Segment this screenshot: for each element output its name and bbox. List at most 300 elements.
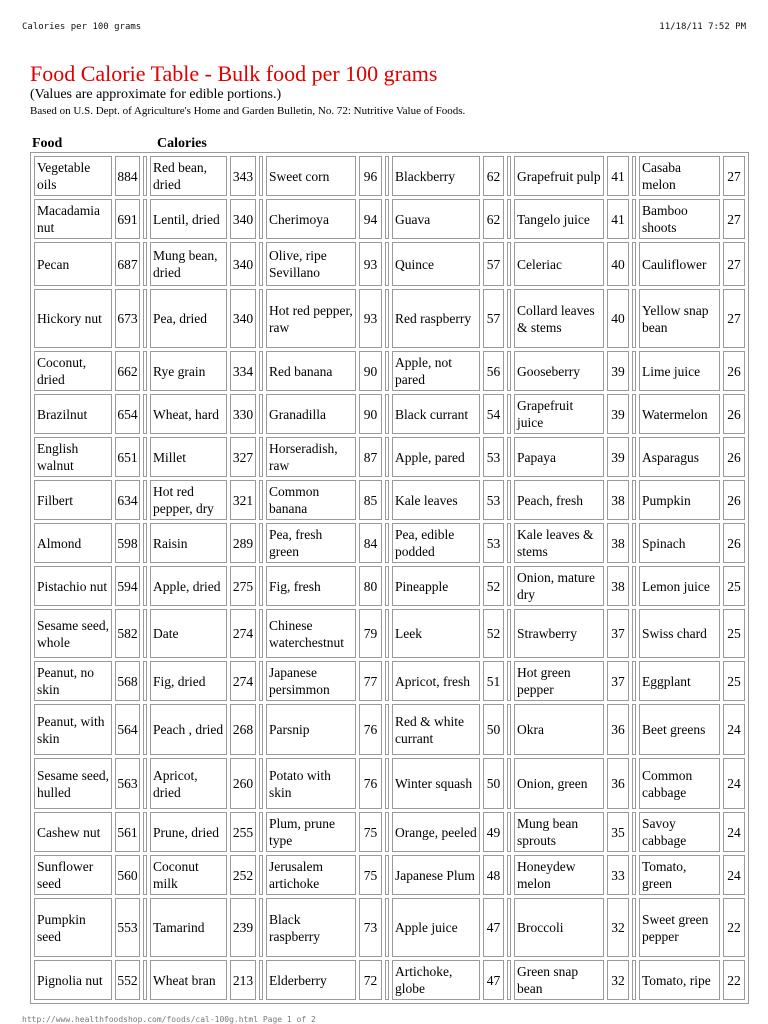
calorie-value-cell: 340 (230, 289, 256, 348)
column-spacer (385, 480, 389, 520)
food-name-cell: Cauliflower (639, 242, 720, 286)
column-spacer (385, 199, 389, 239)
food-name-cell: Strawberry (514, 609, 604, 658)
column-spacer (259, 898, 263, 957)
table-row (34, 661, 745, 701)
column-spacer (632, 394, 636, 434)
table-row (34, 480, 745, 520)
food-name-cell: Grapefruit pulp (514, 156, 604, 196)
food-name-cell: Tomato, green (639, 855, 720, 895)
food-name-cell: Horseradish, raw (266, 437, 356, 477)
column-spacer (385, 609, 389, 658)
column-spacer (143, 289, 147, 348)
food-name-cell: Sweet corn (266, 156, 356, 196)
table-row (34, 242, 745, 286)
food-name-cell: Fig, dried (150, 661, 227, 701)
food-name-cell: Leek (392, 609, 480, 658)
column-spacer (259, 480, 263, 520)
calorie-value-cell: 50 (483, 704, 504, 755)
food-name-cell: Watermelon (639, 394, 720, 434)
food-name-cell: Asparagus (639, 437, 720, 477)
calorie-value-cell: 41 (607, 199, 629, 239)
calorie-value-cell: 52 (483, 609, 504, 658)
food-name-cell: Eggplant (639, 661, 720, 701)
column-spacer (507, 566, 511, 606)
table-row (34, 812, 745, 852)
food-name-cell: Winter squash (392, 758, 480, 809)
column-spacer (632, 242, 636, 286)
column-spacer (259, 960, 263, 1000)
column-spacer (143, 960, 147, 1000)
food-name-cell: Rye grain (150, 351, 227, 391)
column-spacer (385, 704, 389, 755)
calorie-value-cell: 48 (483, 855, 504, 895)
column-spacer (143, 566, 147, 606)
column-spacer (259, 758, 263, 809)
calorie-value-cell: 598 (115, 523, 140, 563)
column-spacer (143, 242, 147, 286)
calorie-value-cell: 85 (359, 480, 382, 520)
food-name-cell: Beet greens (639, 704, 720, 755)
food-name-cell: Sesame seed, whole (34, 609, 112, 658)
column-spacer (507, 523, 511, 563)
column-spacer (632, 156, 636, 196)
page-title: Food Calorie Table - Bulk food per 100 grams (30, 61, 438, 86)
source-note: Based on U.S. Dept. of Agriculture's Home and Garden Bulletin, No. 72: Nutritive Value of Foods. (30, 105, 466, 117)
calorie-value-cell: 53 (483, 480, 504, 520)
column-spacer (143, 855, 147, 895)
food-name-cell: Japanese persimmon (266, 661, 356, 701)
calorie-value-cell: 327 (230, 437, 256, 477)
table-row (34, 758, 745, 809)
food-name-cell: Pineapple (392, 566, 480, 606)
calorie-value-cell: 340 (230, 199, 256, 239)
calorie-value-cell: 38 (607, 480, 629, 520)
food-name-cell: Celeriac (514, 242, 604, 286)
calorie-value-cell: 56 (483, 351, 504, 391)
food-name-cell: Jerusalem artichoke (266, 855, 356, 895)
food-name-cell: Artichoke, globe (392, 960, 480, 1000)
calorie-value-cell: 87 (359, 437, 382, 477)
calorie-value-cell: 560 (115, 855, 140, 895)
food-name-cell: Tangelo juice (514, 199, 604, 239)
food-name-cell: Red raspberry (392, 289, 480, 348)
calorie-value-cell: 52 (483, 566, 504, 606)
calorie-value-cell: 33 (607, 855, 629, 895)
food-name-cell: Macadamia nut (34, 199, 112, 239)
column-spacer (143, 156, 147, 196)
calorie-value-cell: 49 (483, 812, 504, 852)
column-spacer (507, 855, 511, 895)
calorie-value-cell: 53 (483, 523, 504, 563)
calorie-value-cell: 93 (359, 289, 382, 348)
food-name-cell: Cashew nut (34, 812, 112, 852)
calorie-value-cell: 47 (483, 898, 504, 957)
food-name-cell: Chinese waterchestnut (266, 609, 356, 658)
food-name-cell: Granadilla (266, 394, 356, 434)
column-header-calories: Calories (157, 136, 207, 151)
food-name-cell: English walnut (34, 437, 112, 477)
calorie-value-cell: 80 (359, 566, 382, 606)
food-name-cell: Brazilnut (34, 394, 112, 434)
food-name-cell: Pea, edible podded (392, 523, 480, 563)
food-name-cell: Mung bean, dried (150, 242, 227, 286)
food-name-cell: Pea, fresh green (266, 523, 356, 563)
column-spacer (632, 289, 636, 348)
calorie-value-cell: 24 (723, 812, 745, 852)
calorie-value-cell: 25 (723, 609, 745, 658)
food-name-cell: Filbert (34, 480, 112, 520)
column-spacer (507, 898, 511, 957)
food-name-cell: Sunflower seed (34, 855, 112, 895)
column-spacer (259, 394, 263, 434)
food-name-cell: Cherimoya (266, 199, 356, 239)
food-name-cell: Peanut, no skin (34, 661, 112, 701)
food-name-cell: Peach , dried (150, 704, 227, 755)
food-name-cell: Grapefruit juice (514, 394, 604, 434)
calorie-value-cell: 57 (483, 242, 504, 286)
column-spacer (507, 351, 511, 391)
food-name-cell: Coconut milk (150, 855, 227, 895)
column-spacer (385, 661, 389, 701)
food-name-cell: Lentil, dried (150, 199, 227, 239)
column-spacer (632, 351, 636, 391)
column-spacer (632, 437, 636, 477)
food-name-cell: Kale leaves & stems (514, 523, 604, 563)
calorie-value-cell: 62 (483, 199, 504, 239)
calorie-value-cell: 47 (483, 960, 504, 1000)
calorie-value-cell: 79 (359, 609, 382, 658)
column-spacer (259, 812, 263, 852)
column-spacer (143, 394, 147, 434)
food-name-cell: Hot red pepper, dry (150, 480, 227, 520)
column-spacer (632, 758, 636, 809)
calorie-value-cell: 330 (230, 394, 256, 434)
calorie-value-cell: 73 (359, 898, 382, 957)
calorie-value-cell: 77 (359, 661, 382, 701)
column-spacer (143, 351, 147, 391)
print-footer: http://www.healthfoodshop.com/foods/cal-100g.html Page 1 of 2 (22, 1016, 316, 1024)
calorie-value-cell: 36 (607, 704, 629, 755)
food-name-cell: Mung bean sprouts (514, 812, 604, 852)
food-name-cell: Onion, green (514, 758, 604, 809)
food-name-cell: Quince (392, 242, 480, 286)
calorie-value-cell: 90 (359, 351, 382, 391)
food-name-cell: Apple juice (392, 898, 480, 957)
calorie-value-cell: 662 (115, 351, 140, 391)
column-header-food: Food (32, 136, 63, 151)
calorie-value-cell: 57 (483, 289, 504, 348)
calorie-value-cell: 275 (230, 566, 256, 606)
food-name-cell: Black raspberry (266, 898, 356, 957)
table-row (34, 351, 745, 391)
column-spacer (632, 960, 636, 1000)
food-name-cell: Prune, dried (150, 812, 227, 852)
column-spacer (507, 704, 511, 755)
calorie-value-cell: 25 (723, 661, 745, 701)
food-name-cell: Bamboo shoots (639, 199, 720, 239)
print-header-title: Calories per 100 grams (22, 22, 142, 32)
food-name-cell: Japanese Plum (392, 855, 480, 895)
food-name-cell: Yellow snap bean (639, 289, 720, 348)
column-spacer (385, 566, 389, 606)
print-header-timestamp: 11/18/11 7:52 PM (659, 22, 746, 32)
calorie-value-cell: 274 (230, 661, 256, 701)
calorie-value-cell: 26 (723, 523, 745, 563)
calorie-value-cell: 691 (115, 199, 140, 239)
page-subtitle: (Values are approximate for edible portions.) (30, 87, 282, 102)
column-spacer (507, 812, 511, 852)
food-name-cell: Kale leaves (392, 480, 480, 520)
food-name-cell: Elderberry (266, 960, 356, 1000)
food-name-cell: Wheat bran (150, 960, 227, 1000)
food-name-cell: Honeydew melon (514, 855, 604, 895)
calorie-value-cell: 84 (359, 523, 382, 563)
calorie-value-cell: 39 (607, 437, 629, 477)
column-spacer (632, 855, 636, 895)
calorie-value-cell: 26 (723, 351, 745, 391)
calorie-value-cell: 594 (115, 566, 140, 606)
food-name-cell: Collard leaves & stems (514, 289, 604, 348)
calorie-value-cell: 96 (359, 156, 382, 196)
column-spacer (507, 199, 511, 239)
food-name-cell: Plum, prune type (266, 812, 356, 852)
calorie-value-cell: 561 (115, 812, 140, 852)
calorie-value-cell: 651 (115, 437, 140, 477)
calorie-value-cell: 334 (230, 351, 256, 391)
food-name-cell: Red bean, dried (150, 156, 227, 196)
column-spacer (259, 242, 263, 286)
calorie-value-cell: 563 (115, 758, 140, 809)
column-spacer (385, 523, 389, 563)
column-spacer (259, 289, 263, 348)
calorie-value-cell: 27 (723, 242, 745, 286)
column-spacer (507, 394, 511, 434)
column-spacer (632, 812, 636, 852)
column-spacer (385, 394, 389, 434)
food-name-cell: Sweet green pepper (639, 898, 720, 957)
calorie-value-cell: 25 (723, 566, 745, 606)
food-name-cell: Black currant (392, 394, 480, 434)
column-spacer (259, 437, 263, 477)
column-spacer (632, 704, 636, 755)
table-row (34, 199, 745, 239)
column-spacer (259, 351, 263, 391)
column-spacer (259, 661, 263, 701)
food-name-cell: Pea, dried (150, 289, 227, 348)
food-name-cell: Gooseberry (514, 351, 604, 391)
column-spacer (143, 437, 147, 477)
calorie-value-cell: 50 (483, 758, 504, 809)
food-name-cell: Lime juice (639, 351, 720, 391)
calorie-value-cell: 252 (230, 855, 256, 895)
food-name-cell: Spinach (639, 523, 720, 563)
column-spacer (385, 960, 389, 1000)
calorie-value-cell: 24 (723, 855, 745, 895)
column-spacer (385, 289, 389, 348)
table-row (34, 609, 745, 658)
food-name-cell: Orange, peeled (392, 812, 480, 852)
food-name-cell: Pignolia nut (34, 960, 112, 1000)
table-row (34, 855, 745, 895)
column-spacer (632, 661, 636, 701)
column-spacer (507, 242, 511, 286)
food-name-cell: Papaya (514, 437, 604, 477)
calorie-value-cell: 27 (723, 289, 745, 348)
column-spacer (507, 289, 511, 348)
calorie-value-cell: 22 (723, 960, 745, 1000)
column-spacer (385, 758, 389, 809)
food-name-cell: Potato with skin (266, 758, 356, 809)
calorie-value-cell: 32 (607, 898, 629, 957)
calorie-value-cell: 552 (115, 960, 140, 1000)
calorie-table (30, 152, 749, 1004)
food-name-cell: Vegetable oils (34, 156, 112, 196)
calorie-value-cell: 39 (607, 394, 629, 434)
column-spacer (385, 437, 389, 477)
calorie-value-cell: 343 (230, 156, 256, 196)
column-spacer (143, 609, 147, 658)
food-name-cell: Hot green pepper (514, 661, 604, 701)
food-name-cell: Wheat, hard (150, 394, 227, 434)
calorie-value-cell: 53 (483, 437, 504, 477)
food-name-cell: Hickory nut (34, 289, 112, 348)
calorie-value-cell: 38 (607, 523, 629, 563)
table-row (34, 437, 745, 477)
calorie-value-cell: 687 (115, 242, 140, 286)
food-name-cell: Swiss chard (639, 609, 720, 658)
column-spacer (259, 566, 263, 606)
food-name-cell: Peach, fresh (514, 480, 604, 520)
food-name-cell: Blackberry (392, 156, 480, 196)
column-spacer (259, 156, 263, 196)
calorie-value-cell: 72 (359, 960, 382, 1000)
column-spacer (385, 156, 389, 196)
food-name-cell: Lemon juice (639, 566, 720, 606)
food-name-cell: Savoy cabbage (639, 812, 720, 852)
column-spacer (259, 855, 263, 895)
column-spacer (259, 704, 263, 755)
table-row (34, 898, 745, 957)
food-name-cell: Green snap bean (514, 960, 604, 1000)
column-spacer (143, 199, 147, 239)
food-name-cell: Red banana (266, 351, 356, 391)
food-name-cell: Date (150, 609, 227, 658)
column-spacer (259, 609, 263, 658)
calorie-value-cell: 32 (607, 960, 629, 1000)
calorie-value-cell: 673 (115, 289, 140, 348)
table-row (34, 156, 745, 196)
food-name-cell: Casaba melon (639, 156, 720, 196)
calorie-value-cell: 24 (723, 704, 745, 755)
column-spacer (385, 351, 389, 391)
food-name-cell: Pecan (34, 242, 112, 286)
calorie-value-cell: 564 (115, 704, 140, 755)
calorie-value-cell: 93 (359, 242, 382, 286)
calorie-value-cell: 39 (607, 351, 629, 391)
calorie-value-cell: 76 (359, 758, 382, 809)
table-row (34, 704, 745, 755)
food-name-cell: Apricot, fresh (392, 661, 480, 701)
calorie-value-cell: 62 (483, 156, 504, 196)
calorie-value-cell: 37 (607, 661, 629, 701)
column-spacer (507, 609, 511, 658)
calorie-value-cell: 41 (607, 156, 629, 196)
food-name-cell: Apple, dried (150, 566, 227, 606)
food-name-cell: Apple, not pared (392, 351, 480, 391)
column-spacer (385, 812, 389, 852)
calorie-value-cell: 94 (359, 199, 382, 239)
calorie-value-cell: 27 (723, 199, 745, 239)
calorie-value-cell: 26 (723, 394, 745, 434)
column-spacer (507, 480, 511, 520)
calorie-value-cell: 35 (607, 812, 629, 852)
food-name-cell: Olive, ripe Sevillano (266, 242, 356, 286)
column-spacer (632, 566, 636, 606)
column-spacer (259, 523, 263, 563)
calorie-value-cell: 340 (230, 242, 256, 286)
column-spacer (632, 199, 636, 239)
calorie-value-cell: 582 (115, 609, 140, 658)
calorie-value-cell: 22 (723, 898, 745, 957)
food-name-cell: Apple, pared (392, 437, 480, 477)
calorie-value-cell: 634 (115, 480, 140, 520)
food-name-cell: Fig, fresh (266, 566, 356, 606)
calorie-value-cell: 654 (115, 394, 140, 434)
food-name-cell: Pumpkin seed (34, 898, 112, 957)
calorie-value-cell: 553 (115, 898, 140, 957)
calorie-value-cell: 24 (723, 758, 745, 809)
calorie-value-cell: 239 (230, 898, 256, 957)
food-name-cell: Millet (150, 437, 227, 477)
calorie-value-cell: 26 (723, 480, 745, 520)
column-spacer (507, 437, 511, 477)
food-name-cell: Pumpkin (639, 480, 720, 520)
calorie-value-cell: 27 (723, 156, 745, 196)
food-name-cell: Red & white currant (392, 704, 480, 755)
column-spacer (385, 242, 389, 286)
column-spacer (632, 898, 636, 957)
calorie-value-cell: 884 (115, 156, 140, 196)
food-name-cell: Guava (392, 199, 480, 239)
column-spacer (143, 480, 147, 520)
calorie-value-cell: 289 (230, 523, 256, 563)
food-name-cell: Pistachio nut (34, 566, 112, 606)
food-name-cell: Coconut, dried (34, 351, 112, 391)
table-row (34, 394, 745, 434)
column-spacer (259, 199, 263, 239)
food-name-cell: Broccoli (514, 898, 604, 957)
food-name-cell: Common banana (266, 480, 356, 520)
food-name-cell: Okra (514, 704, 604, 755)
calorie-value-cell: 51 (483, 661, 504, 701)
food-name-cell: Peanut, with skin (34, 704, 112, 755)
calorie-value-cell: 76 (359, 704, 382, 755)
column-spacer (143, 661, 147, 701)
food-name-cell: Hot red pepper, raw (266, 289, 356, 348)
column-spacer (143, 704, 147, 755)
column-spacer (632, 609, 636, 658)
column-spacer (143, 898, 147, 957)
food-name-cell: Tomato, ripe (639, 960, 720, 1000)
food-name-cell: Almond (34, 523, 112, 563)
calorie-value-cell: 255 (230, 812, 256, 852)
calorie-value-cell: 54 (483, 394, 504, 434)
table-row (34, 960, 745, 1000)
calorie-value-cell: 36 (607, 758, 629, 809)
column-spacer (507, 661, 511, 701)
column-spacer (385, 855, 389, 895)
